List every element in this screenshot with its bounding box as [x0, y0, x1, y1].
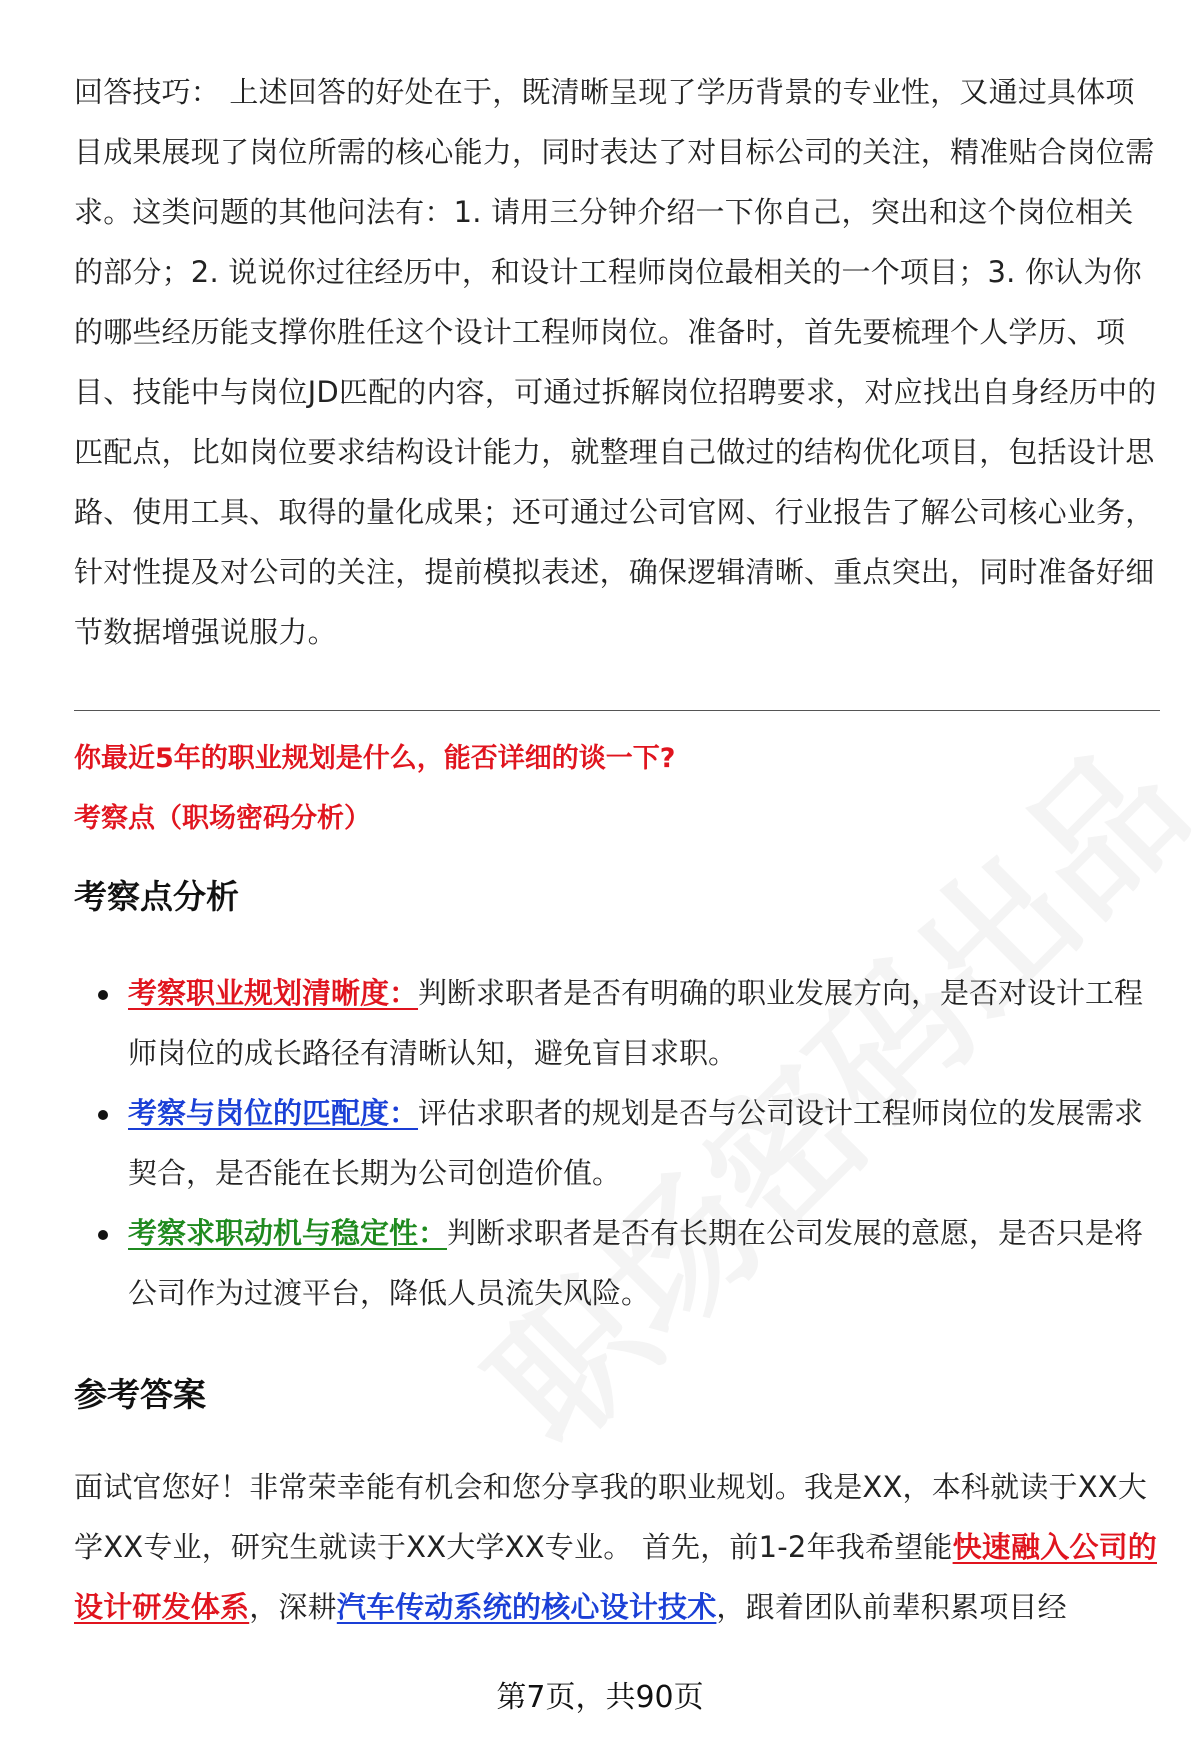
- answer-highlight: 快速融入公司的设计研发体系: [74, 1530, 1157, 1624]
- analysis-text: 判断求职者是否有明确的职业发展方向，是否对设计工程师岗位的成长路径有清晰认知，避免盲目求职。: [128, 976, 1144, 1070]
- list-item: [74, 1083, 1160, 1203]
- intro-paragraph: 回答技巧： 上述回答的好处在于，既清晰呈现了学历背景的专业性，又通过具体项目成果展现了岗位所需的核心能力，同时表达了对目标公司的关注，精准贴合岗位需求。这类问题的其他问法有：1. 请用三分钟介绍一下你自己，突出和这个岗位相关的部分；2. 说说你过往经历中，和设计工程师岗位最相关的一个项目；3. 你认为你的哪些经历能支撑你胜任这个设计工程师岗位。准备时，首先要梳理个人学历、项目、技能中与岗位JD匹配的内容，可通过拆解岗位招聘要求，对应找出自身经历中的匹配点，比如岗位要求结构设计能力，就整理自己做过的结构优化项目，包括设计思路、使用工具、取得的量化成果；还可通过公司官网、行业报告了解公司核心业务，针对性提及对公司的关注，提前模拟表述，确保逻辑清晰、重点突出，同时准备好细节数据增强说服力。: [74, 75, 1157, 649]
- analysis-list: [74, 963, 1160, 1323]
- answer-highlight: 汽车传动系统的核心设计技术: [336, 1590, 717, 1624]
- list-item: [74, 963, 1160, 1083]
- answer-title: 参考答案: [74, 1375, 206, 1414]
- bullet-dot-icon: [98, 1230, 108, 1240]
- answer-text: ，跟着团队前辈积累项目经: [716, 1590, 1067, 1624]
- analysis-tag: 考察点（职场密码分析）: [74, 803, 371, 834]
- analysis-keyword: 考察与岗位的匹配度：: [128, 1096, 419, 1130]
- analysis-text: 评估求职者的规划是否与公司设计工程师岗位的发展需求契合，是否能在长期为公司创造价值。: [128, 1096, 1144, 1190]
- analysis-text: 判断求职者是否有长期在公司发展的意愿，是否只是将公司作为过渡平台，降低人员流失风险。: [128, 1216, 1144, 1310]
- bullet-dot-icon: [98, 1110, 108, 1120]
- analysis-keyword: 考察职业规划清晰度：: [128, 976, 419, 1010]
- document-page: [74, 62, 1160, 1637]
- answer-text: 面试官您好！非常荣幸能有机会和您分享我的职业规划。我是XX，本科就读于XX大学XX专业，研究生就读于XX大学XX专业。 首先，前1-2年我希望能: [74, 1470, 1148, 1564]
- analysis-keyword: 考察求职动机与稳定性：: [128, 1216, 448, 1250]
- section-divider: [74, 710, 1160, 711]
- answer-text: ，深耕: [249, 1590, 337, 1624]
- list-item: [74, 1203, 1160, 1323]
- page-number: 第7页，共90页: [496, 1680, 704, 1715]
- answer-paragraph: [74, 1457, 1160, 1637]
- question-heading: 你最近5年的职业规划是什么，能否详细的谈一下?: [74, 743, 676, 774]
- bullet-dot-icon: [98, 990, 108, 1000]
- analysis-title: 考察点分析: [74, 877, 239, 916]
